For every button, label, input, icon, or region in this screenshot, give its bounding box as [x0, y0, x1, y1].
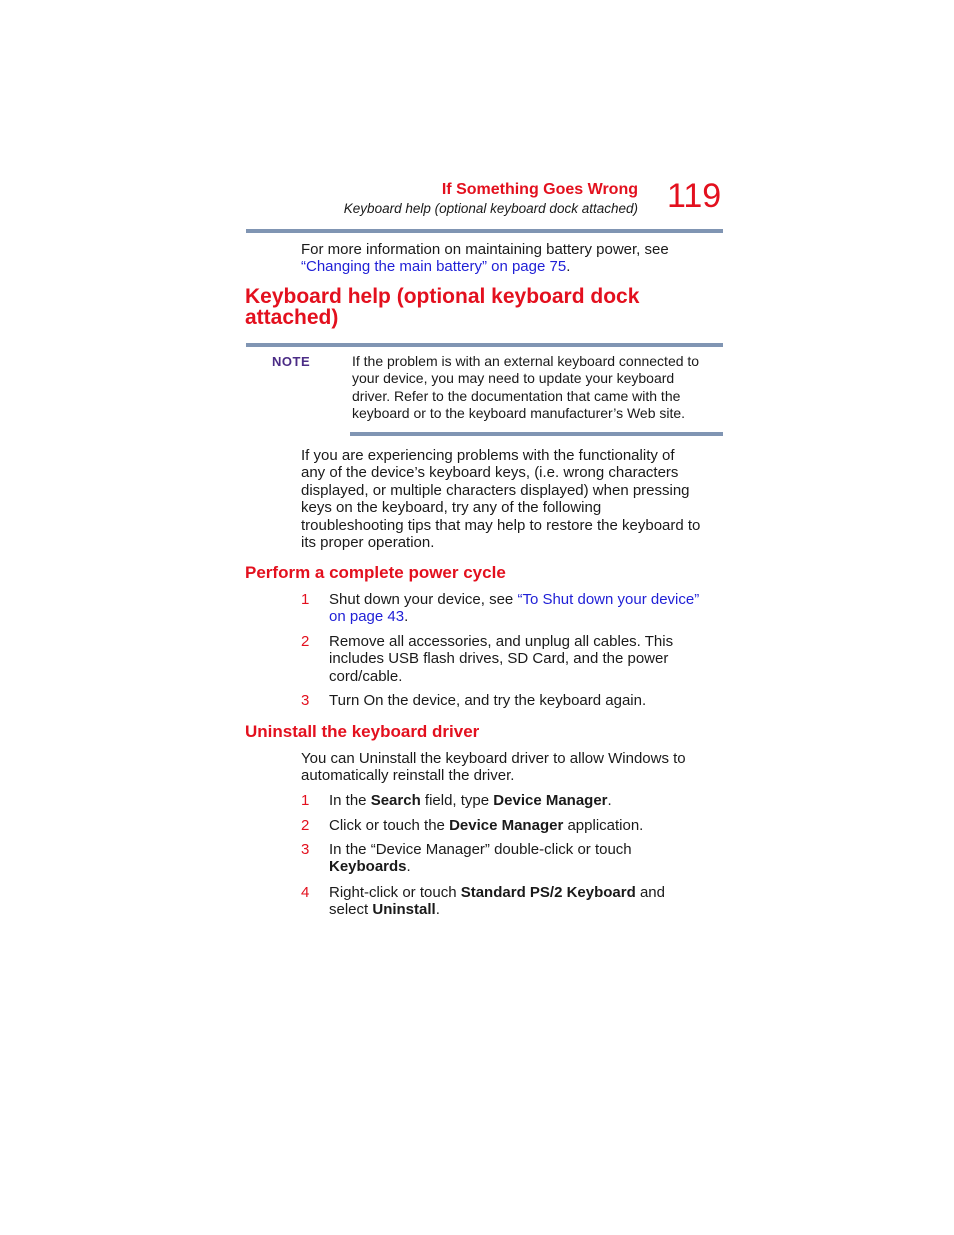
intro-paragraph [301, 241, 723, 276]
uninstall-step-2 [301, 817, 721, 835]
header-rule [246, 229, 723, 233]
step-number: 2 [301, 817, 310, 834]
step-number: 4 [301, 884, 310, 901]
step-number: 3 [301, 692, 310, 709]
note-line: your device, you may need to update your keyboard [352, 370, 675, 387]
step-text: Shut down your device, see [329, 591, 518, 608]
note-label: NOTE [272, 354, 311, 369]
body-line: any of the device’s keyboard keys, (i.e. wrong characters [301, 464, 679, 482]
keyboard-driver-ref: Standard PS/2 Keyboard [460, 884, 636, 901]
device-manager-ref: Device Manager [493, 792, 608, 809]
body-line: displayed, or multiple characters displayed) when pressing [301, 481, 690, 499]
intro-text: For more information on maintaining battery power, see [301, 241, 669, 258]
uninstall-ref: Uninstall [372, 901, 436, 919]
heading-rule [246, 343, 723, 347]
step-number: 2 [301, 633, 310, 650]
step-text: Right-click or touch [329, 884, 461, 901]
step-end: . [406, 858, 411, 876]
section-heading [245, 286, 639, 328]
uninstall-intro-line: automatically reinstall the driver. [301, 767, 515, 785]
uninstall-step-1 [301, 792, 721, 810]
step-text: select [329, 901, 373, 919]
step-text: Click or touch the [329, 817, 450, 834]
uninstall-intro-line: You can Uninstall the keyboard driver to allow Windows to [301, 750, 686, 767]
power-cycle-heading: Perform a complete power cycle [245, 563, 506, 582]
section-heading-line1: Keyboard help (optional keyboard dock [245, 285, 640, 308]
step-number: 1 [301, 792, 310, 809]
uninstall-step-3 [301, 841, 721, 877]
step-end: . [607, 792, 612, 809]
step-line: cord/cable. [329, 667, 403, 685]
step-end: . [435, 901, 440, 919]
step-text: Turn On the device, and try the keyboard again. [329, 692, 647, 709]
step-text: and [635, 884, 665, 901]
page-number: 119 [667, 177, 722, 215]
body-paragraph [301, 447, 725, 551]
step-number: 1 [301, 591, 310, 608]
step-text: In the [329, 792, 371, 809]
step-line: includes USB flash drives, SD Card, and the power [329, 650, 669, 668]
keyboards-ref: Keyboards [329, 858, 407, 876]
body-line: troubleshooting tips that may help to restore the keyboard to [301, 516, 701, 534]
body-line: its proper operation. [301, 534, 435, 552]
power-step-2 [301, 633, 721, 687]
section-subtitle: Keyboard help (optional keyboard dock attached) [343, 201, 638, 216]
power-step-3 [301, 692, 721, 710]
note-rule [350, 432, 723, 436]
note-text [352, 353, 724, 423]
intro-end: . [566, 258, 571, 276]
note-line: If the problem is with an external keyboard connected to [352, 353, 700, 369]
power-step-1 [301, 591, 721, 627]
step-text: application. [563, 817, 644, 834]
chapter-title: If Something Goes Wrong [441, 181, 638, 198]
shut-down-page-link[interactable]: on page 43 [329, 608, 405, 626]
uninstall-intro [301, 750, 725, 785]
device-manager-ref: Device Manager [449, 817, 564, 834]
note-line: keyboard or to the keyboard manufacturer’s Web site. [352, 405, 686, 422]
search-field-ref: Search [370, 792, 421, 809]
step-text: In the “Device Manager” double-click or touch [329, 841, 632, 858]
step-line: Remove all accessories, and unplug all cables. This [329, 633, 674, 650]
section-heading-line2: attached) [245, 306, 339, 329]
uninstall-step-4 [301, 884, 721, 920]
step-end: . [404, 608, 409, 626]
changing-battery-link[interactable]: “Changing the main battery” on page 75 [301, 258, 567, 276]
step-text: field, type [420, 792, 494, 809]
body-line: keys on the keyboard, try any of the following [301, 499, 602, 517]
shut-down-link[interactable]: “To Shut down your device” [517, 591, 700, 608]
body-line: If you are experiencing problems with the functionality of [301, 447, 675, 464]
step-number: 3 [301, 841, 310, 858]
note-line: driver. Refer to the documentation that came with the [352, 387, 681, 404]
uninstall-heading: Uninstall the keyboard driver [245, 722, 480, 741]
